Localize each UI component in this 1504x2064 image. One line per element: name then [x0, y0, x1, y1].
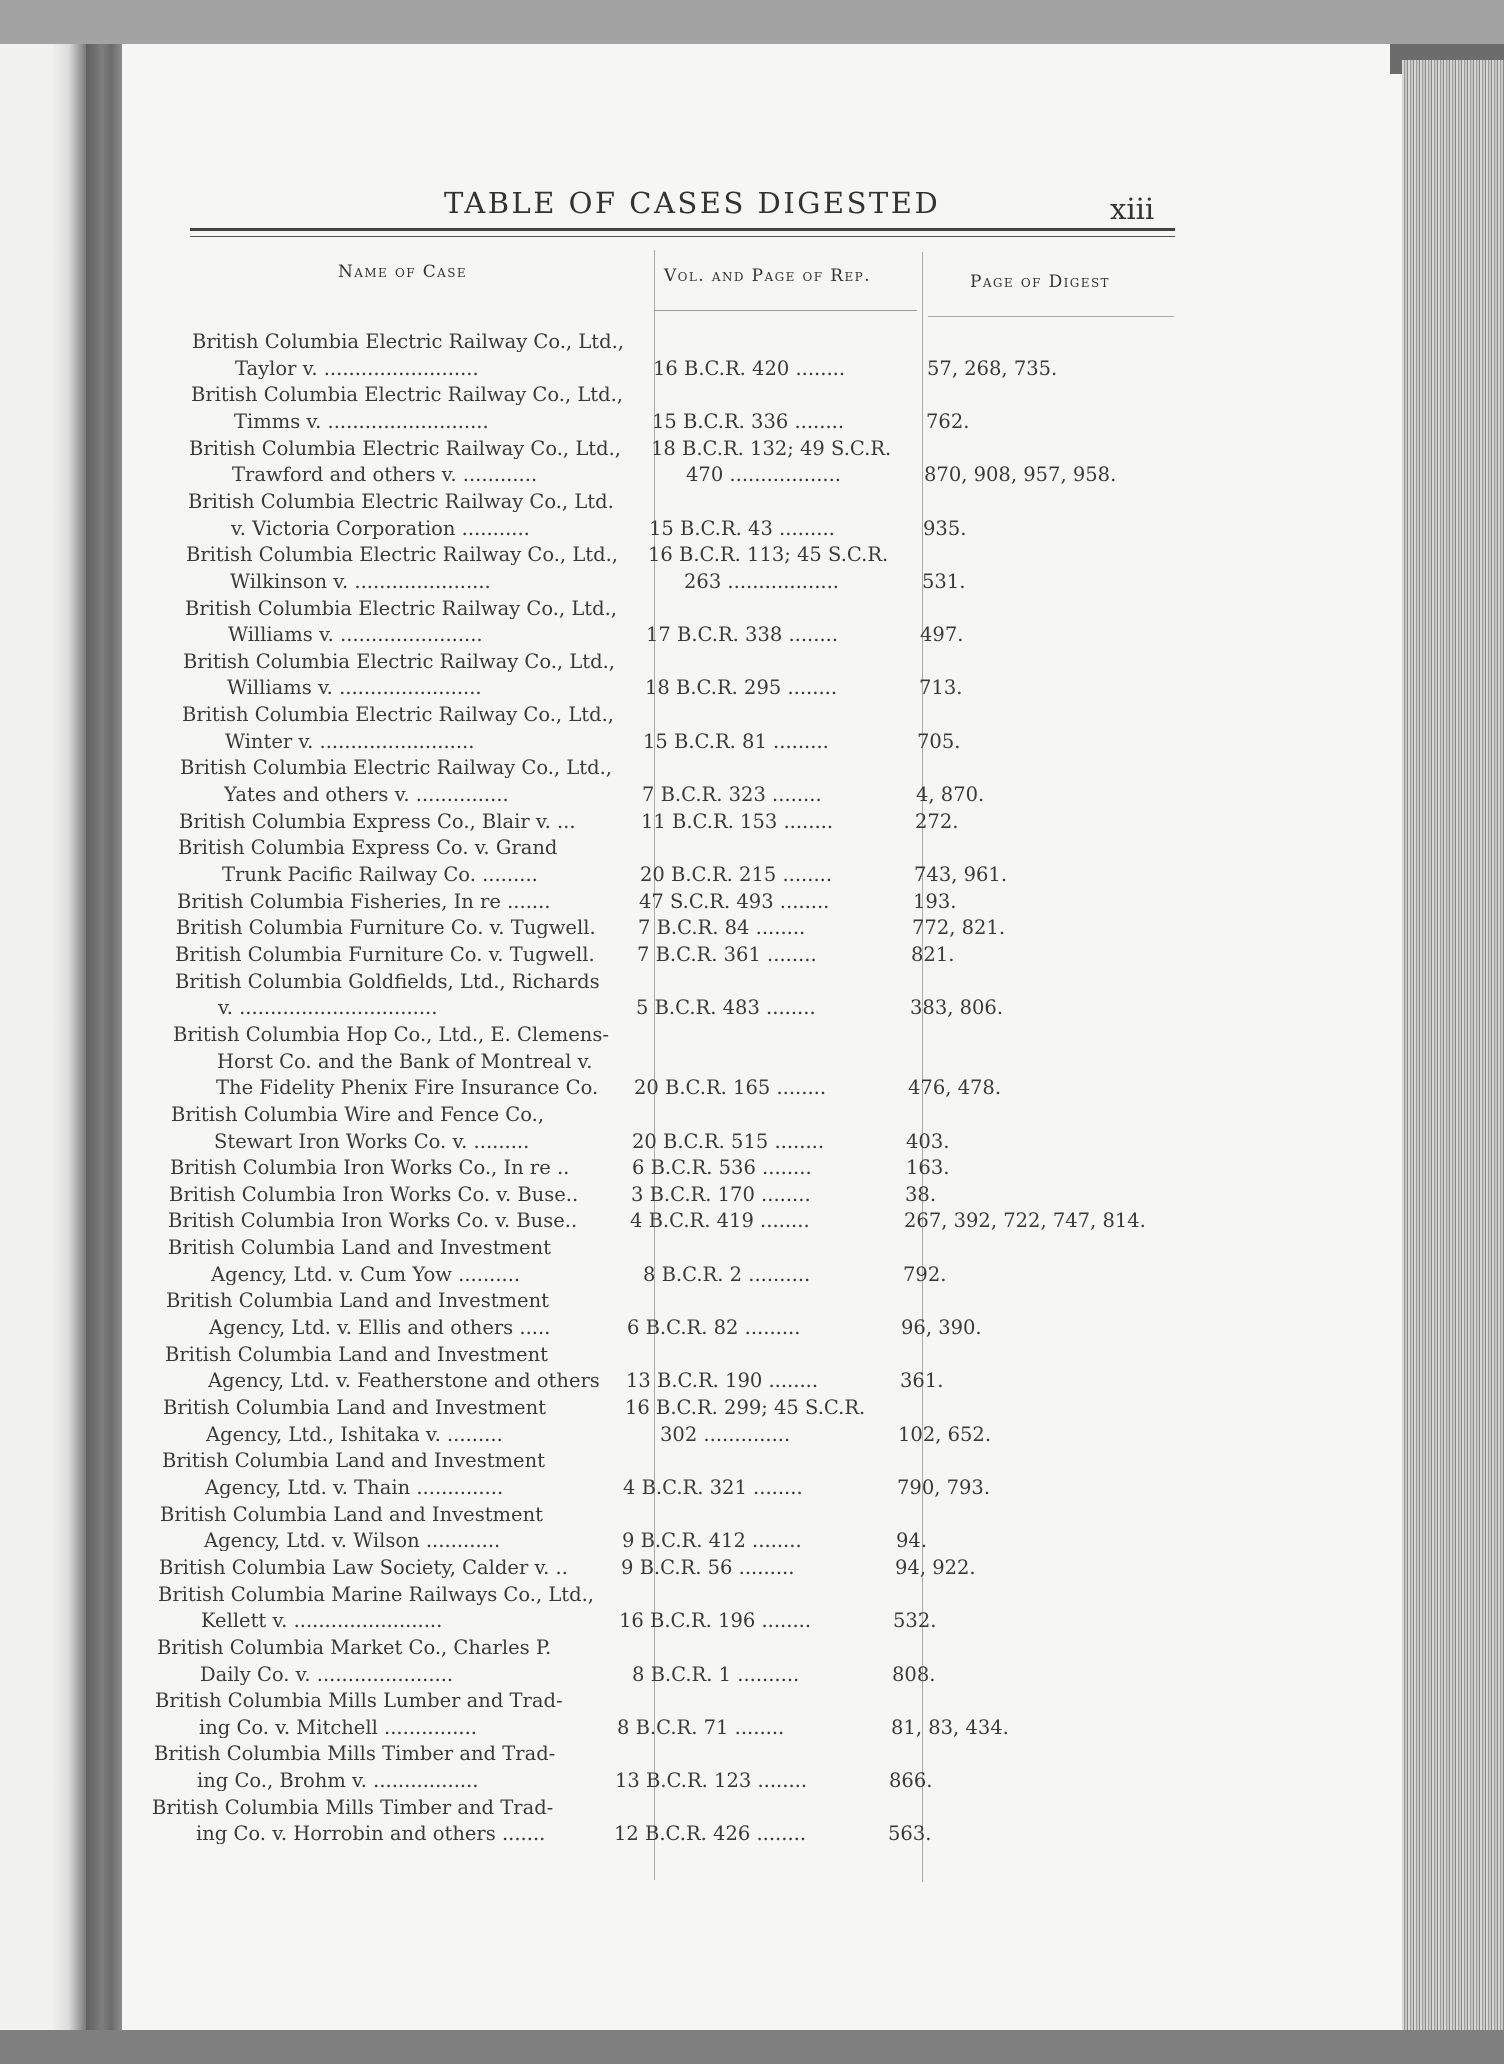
digest-page: 531. [922, 570, 966, 593]
report-reference: 17 B.C.R. 338 ........ [646, 623, 839, 646]
report-reference: 6 B.C.R. 536 ........ [632, 1156, 812, 1179]
digest-page: 94, 922. [895, 1556, 976, 1579]
report-reference: 4 B.C.R. 419 ........ [630, 1209, 810, 1232]
report-reference: 5 B.C.R. 483 ........ [636, 996, 816, 1019]
case-name: Horst Co. and the Bank of Montreal v. [217, 1050, 593, 1072]
case-name: British Columbia Electric Railway Co., Ltd., [180, 756, 612, 778]
digest-page: 790, 793. [897, 1476, 991, 1499]
digest-page: 935. [923, 517, 967, 540]
case-name: ing Co. v. Mitchell ............... [199, 1716, 477, 1738]
case-name: British Columbia Electric Railway Co., Ltd., [189, 437, 621, 459]
digest-page: 383, 806. [910, 996, 1004, 1019]
digest-page: 870, 908, 957, 958. [924, 463, 1117, 486]
case-name: ing Co., Brohm v. ................. [197, 1769, 479, 1791]
case-name: ing Co. v. Horrobin and others ....... [196, 1822, 546, 1844]
case-name: Williams v. ....................... [227, 676, 482, 698]
case-name: British Columbia Land and Investment [168, 1236, 551, 1258]
case-name: British Columbia Land and Investment [165, 1343, 548, 1365]
case-name: British Columbia Land and Investment [163, 1396, 546, 1418]
case-name: Agency, Ltd. v. Wilson ............ [204, 1529, 501, 1551]
digest-page: 532. [893, 1609, 937, 1632]
digest-page: 792. [903, 1263, 947, 1286]
report-reference: 12 B.C.R. 426 ........ [614, 1822, 807, 1845]
digest-page: 563. [888, 1822, 932, 1845]
case-name: British Columbia Mills Lumber and Trad- [155, 1689, 563, 1711]
report-reference: 11 B.C.R. 153 ........ [641, 810, 834, 833]
case-name: Kellett v. ........................ [201, 1609, 443, 1631]
report-reference: 8 B.C.R. 1 .......... [632, 1663, 800, 1686]
report-reference: 20 B.C.R. 165 ........ [634, 1076, 827, 1099]
report-reference: 13 B.C.R. 190 ........ [626, 1369, 819, 1392]
report-reference: 16 B.C.R. 113; 45 S.C.R. [648, 543, 889, 566]
case-name: British Columbia Iron Works Co. v. Buse.. [168, 1209, 578, 1231]
report-reference: 7 B.C.R. 84 ........ [638, 916, 806, 939]
report-reference: 263 .................. [684, 570, 839, 593]
case-name: British Columbia Electric Railway Co., Ltd., [185, 597, 617, 619]
case-name: British Columbia Land and Investment [162, 1449, 545, 1471]
report-reference: 16 B.C.R. 420 ........ [653, 357, 846, 380]
case-name: British Columbia Electric Railway Co., Ltd., [191, 383, 623, 405]
case-name: British Columbia Goldfields, Ltd., Richards [175, 970, 600, 992]
case-name: British Columbia Electric Railway Co., Ltd., [182, 703, 614, 725]
report-reference: 18 B.C.R. 132; 49 S.C.R. [651, 437, 892, 460]
report-reference: 6 B.C.R. 82 ......... [627, 1316, 801, 1339]
digest-page: 4, 870. [916, 783, 985, 806]
case-name: British Columbia Furniture Co. v. Tugwell. [175, 943, 595, 965]
case-name: Yates and others v. ............... [224, 783, 509, 805]
running-head [0, 148, 1504, 226]
case-name: British Columbia Hop Co., Ltd., E. Clemens- [173, 1023, 609, 1045]
column-header-volume: Vol. and Page of Rep. [664, 266, 871, 286]
digest-page: 476, 478. [908, 1076, 1002, 1099]
digest-page: 808. [892, 1663, 936, 1686]
scan-frame-top [0, 0, 1504, 44]
case-name: British Columbia Express Co. v. Grand [178, 836, 558, 858]
case-name: The Fidelity Phenix Fire Insurance Co. [216, 1076, 599, 1098]
case-name: British Columbia Electric Railway Co., Ltd., [192, 330, 624, 352]
report-reference: 20 B.C.R. 515 ........ [632, 1130, 825, 1153]
digest-page: 866. [889, 1769, 933, 1792]
report-reference: 302 .............. [660, 1423, 791, 1446]
case-name: British Columbia Furniture Co. v. Tugwell. [176, 916, 596, 938]
column-header-rule [654, 310, 917, 311]
report-reference: 20 B.C.R. 215 ........ [640, 863, 833, 886]
case-name: British Columbia Land and Investment [166, 1289, 549, 1311]
case-name: Winter v. ......................... [225, 730, 475, 752]
report-reference: 47 S.C.R. 493 ........ [639, 890, 830, 913]
case-name: Wilkinson v. ...................... [230, 570, 491, 592]
case-name: British Columbia Wire and Fence Co., [171, 1103, 545, 1125]
report-reference: 9 B.C.R. 56 ......... [621, 1556, 795, 1579]
case-name: Timms v. .......................... [234, 410, 489, 432]
case-name: British Columbia Fisheries, In re ....... [177, 890, 551, 912]
case-name: Agency, Ltd., Ishitaka v. ......... [206, 1423, 503, 1445]
digest-page: 102, 652. [898, 1423, 992, 1446]
report-reference: 16 B.C.R. 299; 45 S.C.R. [625, 1396, 866, 1419]
page-number: xiii [1110, 192, 1155, 226]
case-name: British Columbia Electric Railway Co., Ltd., [186, 543, 618, 565]
report-reference: 8 B.C.R. 2 .......... [643, 1263, 811, 1286]
case-name: Stewart Iron Works Co. v. ......... [214, 1130, 530, 1152]
digest-page: 267, 392, 722, 747, 814. [904, 1209, 1146, 1232]
case-name: Agency, Ltd. v. Ellis and others ..... [209, 1316, 551, 1338]
report-reference: 15 B.C.R. 81 ......... [643, 730, 829, 753]
report-reference: 4 B.C.R. 321 ........ [623, 1476, 803, 1499]
digest-page: 163. [906, 1156, 950, 1179]
case-name: Agency, Ltd. v. Cum Yow .......... [211, 1263, 521, 1285]
header-rule-thick [190, 228, 1175, 231]
report-reference: 470 .................. [686, 463, 841, 486]
case-name: Williams v. ....................... [228, 623, 483, 645]
book-gutter [86, 44, 122, 2030]
case-name: British Columbia Land and Investment [160, 1503, 543, 1525]
case-name: British Columbia Mills Timber and Trad- [152, 1796, 554, 1818]
digest-page: 94. [896, 1529, 928, 1552]
digest-page: 57, 268, 735. [927, 357, 1058, 380]
digest-page: 772, 821. [912, 916, 1006, 939]
digest-page: 96, 390. [901, 1316, 982, 1339]
case-name: v. ................................ [218, 996, 438, 1018]
case-name: Trawford and others v. ............ [232, 463, 538, 485]
report-reference: 13 B.C.R. 123 ........ [615, 1769, 808, 1792]
report-reference: 16 B.C.R. 196 ........ [619, 1609, 812, 1632]
digest-page: 81, 83, 434. [891, 1716, 1009, 1739]
case-name: British Columbia Electric Railway Co., Ltd., [183, 650, 615, 672]
report-reference: 18 B.C.R. 295 ........ [645, 676, 838, 699]
case-name: British Columbia Iron Works Co. v. Buse.. [169, 1183, 579, 1205]
case-name: British Columbia Electric Railway Co., Ltd. [188, 490, 614, 512]
case-name: Daily Co. v. ...................... [200, 1663, 454, 1685]
case-name: British Columbia Market Co., Charles P. [157, 1636, 552, 1658]
case-name: British Columbia Law Society, Calder v. .. [159, 1556, 568, 1578]
case-name: Taylor v. ......................... [235, 357, 479, 379]
case-name: Trunk Pacific Railway Co. ......... [222, 863, 538, 885]
page-title: TABLE OF CASES DIGESTED [444, 186, 941, 220]
page-block-edges [1402, 60, 1504, 2030]
digest-page: 821. [911, 943, 955, 966]
digest-page: 705. [917, 730, 961, 753]
digest-page: 713. [919, 676, 963, 699]
column-header-digest: Page of Digest [970, 272, 1110, 292]
column-header-rule [928, 316, 1174, 317]
case-name: British Columbia Marine Railways Co., Ltd., [158, 1583, 595, 1605]
header-rule-thin [190, 236, 1175, 237]
report-reference: 3 B.C.R. 170 ........ [631, 1183, 811, 1206]
case-name: British Columbia Iron Works Co., In re .. [170, 1156, 570, 1178]
report-reference: 8 B.C.R. 71 ........ [617, 1716, 785, 1739]
column-header-name: Name of Case [338, 262, 468, 282]
case-name: v. Victoria Corporation ........... [231, 517, 530, 539]
digest-page: 743, 961. [914, 863, 1008, 886]
digest-page: 193. [913, 890, 957, 913]
digest-page: 497. [920, 623, 964, 646]
column-divider [654, 250, 655, 1880]
facing-page-edge [0, 44, 86, 2030]
case-name: Agency, Ltd. v. Featherstone and others [208, 1369, 600, 1391]
report-reference: 7 B.C.R. 361 ........ [637, 943, 817, 966]
column-divider [922, 252, 923, 1882]
report-reference: 15 B.C.R. 336 ........ [652, 410, 845, 433]
report-reference: 9 B.C.R. 412 ........ [622, 1529, 802, 1552]
digest-page: 403. [906, 1130, 950, 1153]
digest-page: 361. [900, 1369, 944, 1392]
case-name: British Columbia Express Co., Blair v. ... [179, 810, 576, 832]
digest-page: 272. [915, 810, 959, 833]
case-name: British Columbia Mills Timber and Trad- [154, 1742, 556, 1764]
report-reference: 7 B.C.R. 323 ........ [642, 783, 822, 806]
digest-page: 38. [905, 1183, 937, 1206]
scan-frame-bottom [0, 2030, 1504, 2064]
report-reference: 15 B.C.R. 43 ......... [649, 517, 835, 540]
case-name: Agency, Ltd. v. Thain .............. [205, 1476, 504, 1498]
digest-page: 762. [926, 410, 970, 433]
